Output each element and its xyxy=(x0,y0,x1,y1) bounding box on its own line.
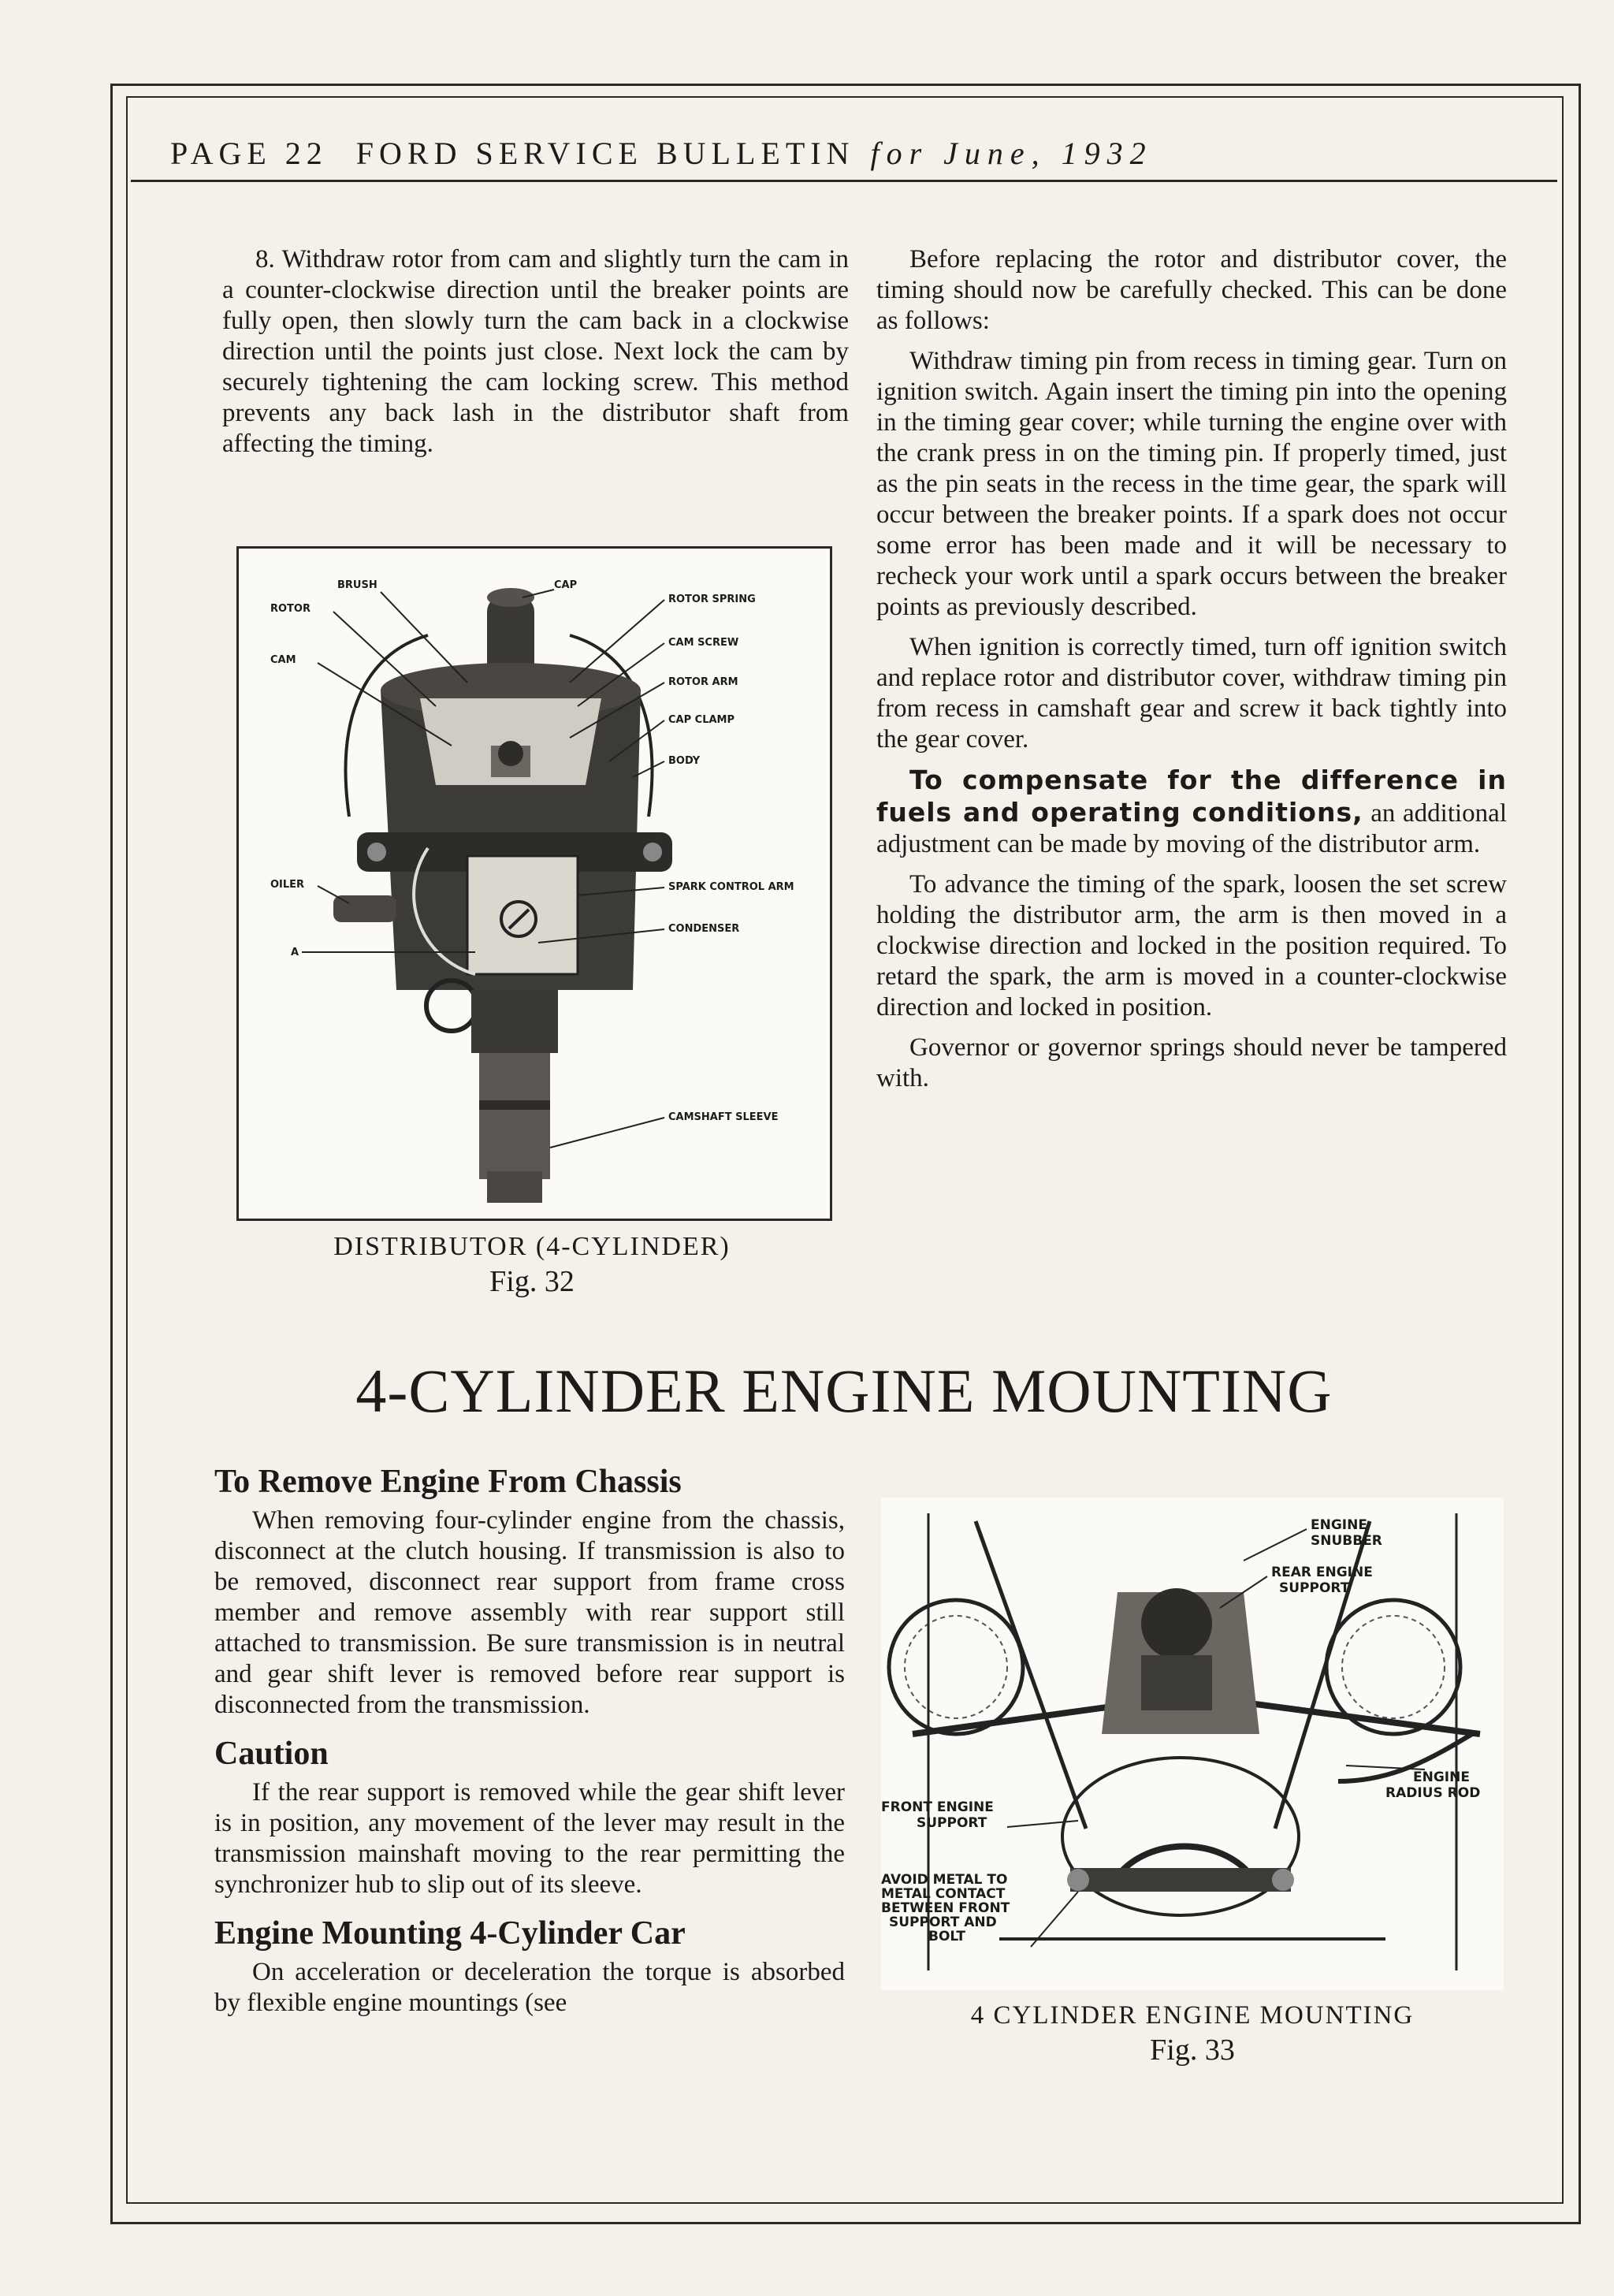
label-rotor-arm: ROTOR ARM xyxy=(668,676,738,688)
timing-pin-paragraph: Withdraw timing pin from recess in timing gear. Turn on ignition switch. Again insert the timing pin into the opening in the timing gear cover; while turning the engine over with the crank press in on the timing pin. If properly timed, just as the pin seats in the recess in the time gear, the spark will occur between the breaker points. If a spark does not occur some error has been made and it will be necessary to recheck your work until a spark occurs between the breaker points as previously described. xyxy=(876,347,1507,621)
label-rotor-spring: ROTOR SPRING xyxy=(668,594,756,605)
label-front-support-1: FRONT ENGINE xyxy=(881,1799,994,1815)
figure-33-number: Fig. 33 xyxy=(1150,2034,1235,2067)
label-oiler: OILER xyxy=(270,879,305,891)
advance-timing-paragraph: To advance the timing of the spark, loosen the set screw holding the distributor arm, the arm is then moved in a clockwise direction and locked in the position required. To retard the spark, the arm is moved in a counter-clockwise direction and locked in position. xyxy=(876,870,1507,1021)
label-radius-rod-1: ENGINE xyxy=(1413,1769,1470,1785)
section-title: 4-CYLINDER ENGINE MOUNTING xyxy=(355,1356,1333,1425)
left-column-top xyxy=(222,244,849,469)
timing-check-intro: Before replacing the rotor and distributor cover, the timing should now be carefully checked. This can be done as follows: xyxy=(876,245,1507,335)
label-a: A xyxy=(291,947,299,958)
ignition-timed-paragraph: When ignition is correctly timed, turn off ignition switch and replace rotor and distributor cover, withdraw timing pin from recess in camshaft gear and screw it back tightly into the gear cover. xyxy=(876,633,1507,754)
distributor-figure xyxy=(236,546,832,1221)
label-front-support-2: SUPPORT xyxy=(917,1815,987,1831)
caution-paragraph: If the rear support is removed while the gear shift lever is in position, any movement of the lever may result in the transmission mainshaft moving to the rear permitting the synchronizer hub to slip out of its sleeve. xyxy=(214,1778,845,1899)
governor-paragraph: Governor or governor springs should never be tampered with. xyxy=(876,1033,1507,1092)
left-column-bottom xyxy=(214,1455,845,2033)
heading-engine-mounting: Engine Mounting 4-Cylinder Car xyxy=(214,1915,686,1952)
figure-33-title: 4 CYLINDER ENGINE MOUNTING xyxy=(970,2001,1415,2030)
label-avoid-4: SUPPORT AND xyxy=(889,1915,997,1930)
label-rear-support-2: SUPPORT xyxy=(1279,1580,1350,1596)
step-8-paragraph: 8. Withdraw rotor from cam and slightly turn the cam in a counter-clockwise direction until the breaker points are fully open, then slowly turn the cam back in a clockwise direction until the points just close. Next lock the cam by securely tightening the cam locking screw. This method prevents any back lash in the distributor shaft from affecting the timing. xyxy=(222,245,849,458)
label-cap-clamp: CAP CLAMP xyxy=(668,714,735,726)
heading-caution: Caution xyxy=(214,1736,329,1772)
bulletin-title: FORD SERVICE BULLETIN xyxy=(355,135,855,171)
figure-33-caption xyxy=(881,1998,1504,2067)
remove-engine-paragraph: When removing four-cylinder engine from the chassis, disconnect at the clutch housing. If transmission is also to be removed, disconnect rear support from frame cross member and remove assembly with rear support still attached to transmission. Be sure transmission is in neutral and gear shift lever is removed before rear support is disconnected from the transmission. xyxy=(214,1506,845,1719)
page-number: PAGE 22 xyxy=(170,135,328,171)
label-camshaft-sleeve: CAMSHAFT SLEEVE xyxy=(668,1111,779,1123)
heading-remove-engine: To Remove Engine From Chassis xyxy=(214,1464,682,1500)
figure-32-number: Fig. 32 xyxy=(489,1265,575,1298)
label-avoid-2: METAL CONTACT xyxy=(881,1886,1006,1902)
label-body: BODY xyxy=(668,755,701,767)
engine-mounting-illustration xyxy=(881,1498,1504,1990)
label-avoid-5: BOLT xyxy=(928,1929,966,1944)
figure-32-caption xyxy=(236,1230,827,1299)
label-condenser: CONDENSER xyxy=(668,923,740,935)
page-header xyxy=(131,126,1557,182)
label-avoid-3: BETWEEN FRONT xyxy=(881,1900,1010,1916)
compensate-lead: To compensate for the difference in fuels and operating conditions, xyxy=(876,765,1507,828)
label-cap: CAP xyxy=(554,579,578,591)
label-engine-snubber-1: ENGINE xyxy=(1311,1517,1367,1533)
label-cam-screw: CAM SCREW xyxy=(668,637,739,649)
label-brush: BRUSH xyxy=(337,579,377,591)
compensate-rest: an additional adjustment can be made by moving of the distributor arm. xyxy=(876,799,1507,858)
bulletin-date: for June, 1932 xyxy=(870,135,1153,171)
label-spark-control-arm: SPARK CONTROL ARM xyxy=(668,881,794,893)
label-engine-snubber-2: SNUBBER xyxy=(1311,1533,1382,1549)
label-radius-rod-2: RADIUS ROD xyxy=(1385,1785,1481,1801)
label-cam: CAM xyxy=(270,654,296,666)
label-rotor: ROTOR xyxy=(270,603,311,615)
distributor-illustration xyxy=(239,549,830,1219)
engine-mounting-figure xyxy=(881,1498,1504,1990)
compensate-paragraph xyxy=(876,765,1507,860)
label-avoid-1: AVOID METAL TO xyxy=(881,1872,1008,1888)
figure-32-title: DISTRIBUTOR (4-CYLINDER) xyxy=(333,1232,731,1261)
label-rear-support-1: REAR ENGINE xyxy=(1271,1565,1373,1580)
engine-mounting-paragraph: On acceleration or deceleration the torque is absorbed by flexible engine mountings (see xyxy=(214,1958,845,2017)
right-column-top xyxy=(876,244,1507,1103)
